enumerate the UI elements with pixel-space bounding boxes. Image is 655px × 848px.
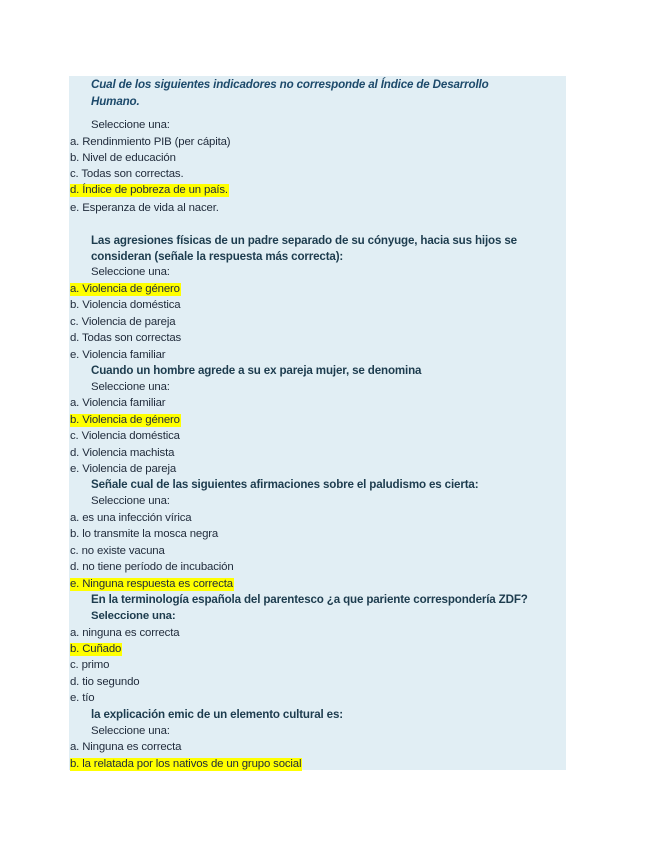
- question-3-option-d[interactable]: d. Violencia machista: [70, 447, 175, 459]
- question-5-option-a[interactable]: a. ninguna es correcta: [70, 627, 180, 639]
- question-1-option-a[interactable]: a. Rendinmiento PIB (per cápita): [70, 136, 231, 148]
- question-3-text: Cuando un hombre agrede a su ex pareja mujer, se denomina: [91, 364, 422, 377]
- question-6-option-b[interactable]: [70, 757, 302, 771]
- question-6-text: la explicación emic de un elemento cultural es:: [91, 708, 343, 721]
- question-6-prompt: Seleccione una:: [91, 725, 170, 737]
- question-2-prompt: Seleccione una:: [91, 266, 170, 278]
- question-1-option-d[interactable]: [70, 183, 229, 197]
- question-1-option-e[interactable]: e. Esperanza de vida al nacer.: [70, 202, 219, 214]
- question-2-option-d[interactable]: d. Todas son correctas: [70, 332, 182, 344]
- question-2-text-line-1: Las agresiones físicas de un padre separado de su cónyuge, hacia sus hijos se: [91, 234, 517, 247]
- question-5-text: En la terminología española del parentesco ¿a que pariente correspondería ZDF?: [91, 593, 528, 606]
- question-5-option-b[interactable]: [70, 642, 122, 656]
- question-1-option-c[interactable]: c. Todas son correctas.: [70, 168, 184, 180]
- question-4-option-c[interactable]: c. no existe vacuna: [70, 545, 165, 557]
- question-4-option-b[interactable]: b. lo transmite la mosca negra: [70, 528, 219, 540]
- question-2-option-c[interactable]: c. Violencia de pareja: [70, 316, 176, 328]
- question-1-text-line-1: Cual de los siguientes indicadores no corresponde al Índice de Desarrollo: [91, 78, 489, 91]
- question-4-text: Señale cual de las siguientes afirmaciones sobre el paludismo es cierta:: [91, 478, 479, 491]
- highlighted-answer: e. Ninguna respuesta es correcta: [70, 578, 233, 590]
- question-3-option-e[interactable]: e. Violencia de pareja: [70, 463, 177, 475]
- highlighted-answer: b. Violencia de género: [70, 414, 180, 426]
- question-2-option-a[interactable]: [70, 282, 181, 296]
- highlighted-answer: a. Violencia de género: [70, 283, 180, 295]
- question-3-option-a[interactable]: a. Violencia familiar: [70, 397, 166, 409]
- question-4-option-e[interactable]: [70, 577, 234, 591]
- highlighted-answer: b. Cuñado: [70, 643, 122, 655]
- question-3-option-c[interactable]: c. Violencia doméstica: [70, 430, 180, 442]
- question-3-option-b[interactable]: [70, 413, 181, 427]
- question-5-option-c[interactable]: c. primo: [70, 659, 110, 671]
- question-2-option-b[interactable]: b. Violencia doméstica: [70, 299, 181, 311]
- question-1-prompt: Seleccione una:: [91, 119, 170, 131]
- question-5-option-e[interactable]: e. tío: [70, 692, 95, 704]
- question-5-prompt: Seleccione una:: [91, 610, 176, 622]
- question-3-prompt: Seleccione una:: [91, 381, 170, 393]
- question-2-text-line-2: consideran (señale la respuesta más correcta):: [91, 250, 344, 263]
- question-2-option-e[interactable]: e. Violencia familiar: [70, 349, 166, 361]
- question-1-option-b[interactable]: b. Nivel de educación: [70, 152, 176, 164]
- highlighted-answer: d. Índice de pobreza de un país.: [70, 184, 228, 196]
- question-4-prompt: Seleccione una:: [91, 495, 170, 507]
- highlighted-answer: b. la relatada por los nativos de un grupo social: [70, 758, 302, 770]
- question-5-option-d[interactable]: d. tio segundo: [70, 676, 140, 688]
- question-6-option-a[interactable]: a. Ninguna es correcta: [70, 741, 182, 753]
- question-4-option-d[interactable]: d. no tiene período de incubación: [70, 561, 234, 573]
- question-4-option-a[interactable]: a. es una infección vírica: [70, 512, 192, 524]
- question-1-text-line-2: Humano.: [91, 95, 140, 108]
